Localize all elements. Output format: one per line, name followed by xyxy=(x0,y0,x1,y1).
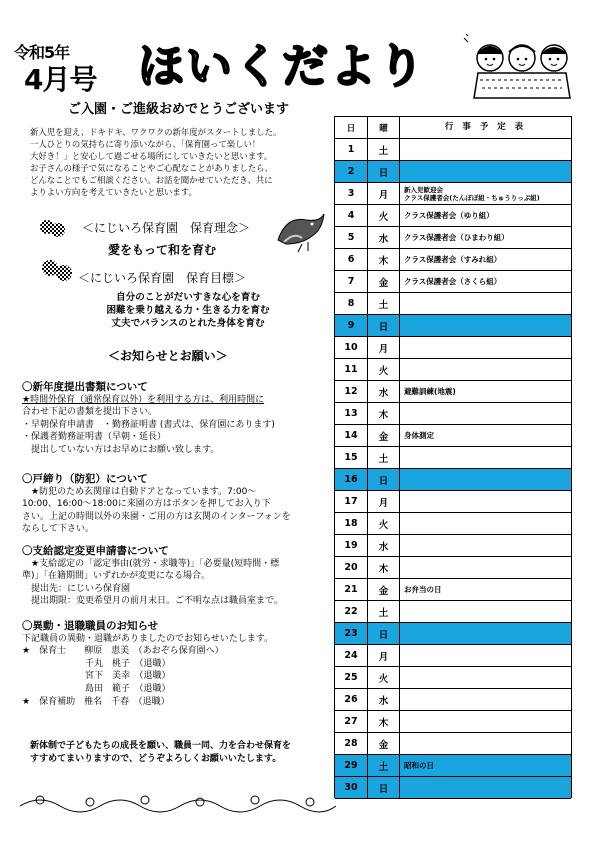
calendar-event: クラス保護者会（ゆり組） xyxy=(404,211,494,220)
calendar-event xyxy=(400,711,571,732)
calendar-day: 14 xyxy=(335,425,368,446)
calendar-row xyxy=(335,359,571,381)
header-event: 行 事 予 定 表 xyxy=(444,122,527,132)
calendar-weekday: 日 xyxy=(368,623,400,644)
section-line: ★ 保育士 柳原 恵美 （あおぞら保育園へ） xyxy=(22,646,224,657)
calendar-row xyxy=(335,601,571,623)
calendar-event xyxy=(400,469,571,490)
calendar-row xyxy=(335,667,571,689)
calendar-weekday: 月 xyxy=(368,645,400,666)
checkered-flower-icon xyxy=(38,218,68,240)
calendar-row xyxy=(335,337,571,359)
calendar-day: 2 xyxy=(335,161,368,182)
calendar-weekday: 火 xyxy=(368,205,400,226)
footer-decoration-icon xyxy=(20,788,336,814)
calendar-row xyxy=(335,579,571,601)
intro-paragraph xyxy=(30,126,330,198)
calendar-weekday: 木 xyxy=(368,557,400,578)
intro-line: よりよい方向を考えていきたいと思います。 xyxy=(30,187,197,197)
header-day: 日 xyxy=(335,117,368,138)
section-line: 合わせ下記の書類を提出下さい。 xyxy=(22,407,158,418)
calendar-weekday: 木 xyxy=(368,403,400,424)
event-calendar-table xyxy=(334,116,572,798)
calendar-day: 24 xyxy=(335,645,368,666)
calendar-event: クラス保護者会（すみれ組） xyxy=(404,255,502,264)
calendar-event: 避難訓練(地震) xyxy=(404,387,456,396)
section-line: ・保護者勤務証明書（早朝・延長） xyxy=(22,432,167,443)
bird-illustration-icon xyxy=(272,210,328,254)
calendar-day: 3 xyxy=(335,183,368,204)
calendar-day: 18 xyxy=(335,513,368,534)
section-security xyxy=(22,473,332,536)
calendar-day: 5 xyxy=(335,227,368,248)
section-line: ならして下さい。 xyxy=(22,524,95,535)
intro-line: 新入児を迎え、ドキドキ、ワクワクの新年度がスタートしました。 xyxy=(30,127,282,137)
section-title: 〇支給認定変更申請書について xyxy=(22,545,169,557)
section-line: 提出先：にじいろ保育園 xyxy=(22,583,131,594)
calendar-event xyxy=(400,623,571,644)
calendar-event xyxy=(400,293,571,314)
calendar-day: 22 xyxy=(335,601,368,622)
calendar-day: 28 xyxy=(335,733,368,754)
calendar-weekday: 土 xyxy=(368,755,400,776)
calendar-event: 新入児歓迎会 クラス保護者会(たんぽぽ組・ちゅうりっぷ組) xyxy=(404,185,540,202)
calendar-weekday: 火 xyxy=(368,359,400,380)
calendar-event xyxy=(400,447,571,468)
philosophy-heading: ＜にじいろ保育園 保育理念＞ xyxy=(82,221,251,235)
calendar-weekday: 金 xyxy=(368,579,400,600)
section-title: 〇異動・退職職員のお知らせ xyxy=(22,620,159,632)
issue-month: 4月号 xyxy=(24,63,97,96)
calendar-event xyxy=(400,491,571,512)
calendar-weekday: 土 xyxy=(368,293,400,314)
calendar-row xyxy=(335,447,571,469)
calendar-day: 15 xyxy=(335,447,368,468)
goal-item: 丈夫でバランスのとれた身体を育む xyxy=(111,318,265,329)
section-line: 島田 範子 （退職） xyxy=(22,683,171,694)
calendar-weekday: 火 xyxy=(368,667,400,688)
calendar-row xyxy=(335,513,571,535)
calendar-weekday: 月 xyxy=(368,491,400,512)
calendar-event xyxy=(400,667,571,688)
calendar-day: 7 xyxy=(335,271,368,292)
section-line: 千丸 桃子 （退職） xyxy=(22,658,171,669)
calendar-event xyxy=(400,601,571,622)
calendar-weekday: 金 xyxy=(368,271,400,292)
calendar-weekday: 月 xyxy=(368,183,400,204)
section-documents xyxy=(22,381,332,457)
calendar-row xyxy=(335,139,571,161)
calendar-weekday: 月 xyxy=(368,337,400,358)
closing-line: 新体制で子どもたちの成長を願い、職員一同、力を合わせ保育を xyxy=(30,741,292,751)
notice-heading: ＜お知らせとお願い＞ xyxy=(108,349,228,363)
goal-item: 自分のことがだいすきな心を育む xyxy=(116,292,260,303)
section-staff-changes xyxy=(22,620,332,708)
calendar-weekday: 金 xyxy=(368,425,400,446)
calendar-day: 4 xyxy=(335,205,368,226)
closing-line: すすめてまいりますので、どうぞよろしくお願いいたします。 xyxy=(30,754,282,764)
calendar-row xyxy=(335,161,571,183)
calendar-day: 29 xyxy=(335,755,368,776)
calendar-event xyxy=(400,689,571,710)
calendar-row xyxy=(335,557,571,579)
calendar-day: 10 xyxy=(335,337,368,358)
calendar-row xyxy=(335,689,571,711)
calendar-event xyxy=(400,645,571,666)
calendar-event xyxy=(400,535,571,556)
calendar-event xyxy=(400,403,571,424)
calendar-day: 1 xyxy=(335,139,368,160)
calendar-day: 30 xyxy=(335,777,368,798)
calendar-event: 昭和の日 xyxy=(404,761,434,770)
calendar-weekday: 日 xyxy=(368,161,400,182)
goals-heading: ＜にじいろ保育園 保育目標＞ xyxy=(78,271,247,285)
calendar-event xyxy=(400,557,571,578)
calendar-day: 25 xyxy=(335,667,368,688)
calendar-row xyxy=(335,425,571,447)
calendar-weekday: 水 xyxy=(368,227,400,248)
calendar-weekday: 土 xyxy=(368,447,400,468)
calendar-row xyxy=(335,381,571,403)
greeting-heading: ご入園・ご進級おめでとうございます xyxy=(68,102,290,117)
calendar-day: 21 xyxy=(335,579,368,600)
calendar-weekday: 木 xyxy=(368,711,400,732)
calendar-day: 19 xyxy=(335,535,368,556)
calendar-row xyxy=(335,535,571,557)
section-line: ★防犯のため玄関扉は自動ドアとなっています。7:00～ xyxy=(22,486,257,497)
calendar-day: 27 xyxy=(335,711,368,732)
header-weekday: 曜 xyxy=(368,117,400,138)
calendar-day: 11 xyxy=(335,359,368,380)
calendar-row xyxy=(335,491,571,513)
intro-line: 大好き！」と安心して過ごせる場所にしていきたいと思います。 xyxy=(30,151,273,161)
calendar-event xyxy=(400,139,571,160)
section-line: ・早朝保育申請書 ・勤務証明書 (書式は、保育園にあります) xyxy=(22,419,275,430)
section-line: 準)」「在籍期間」いずれかが変更になる場合。 xyxy=(22,571,211,582)
calendar-weekday: 土 xyxy=(368,601,400,622)
calendar-event: クラス保護者会（さくら組） xyxy=(404,277,502,286)
section-line: さい。上記の時間以外の来園・ご用の方は玄関のインターフォンを xyxy=(22,511,291,522)
calendar-event xyxy=(400,513,571,534)
section-line: 下記職員の異動・退職がありましたのでお知らせいたします。 xyxy=(22,633,274,644)
calendar-row xyxy=(335,711,571,733)
calendar-row xyxy=(335,645,571,667)
calendar-day: 6 xyxy=(335,249,368,270)
calendar-day: 9 xyxy=(335,315,368,336)
calendar-row xyxy=(335,755,571,777)
calendar-weekday: 土 xyxy=(368,139,400,160)
section-line: 提出していない方はお早めにお願い致します。 xyxy=(22,444,220,455)
calendar-day: 23 xyxy=(335,623,368,644)
calendar-row xyxy=(335,777,571,799)
calendar-weekday: 日 xyxy=(368,777,400,798)
section-line: ★ 保育補助 椎名 千春 （退職） xyxy=(22,696,170,707)
calendar-row xyxy=(335,623,571,645)
calendar-day: 8 xyxy=(335,293,368,314)
calendar-day: 16 xyxy=(335,469,368,490)
section-line: ★時間外保育（通常保育以外）を利用する方は、利用時間に xyxy=(22,394,265,405)
calendar-row xyxy=(335,271,571,293)
intro-line: お子さんの様子で気になることやご心配なことがありましたら、 xyxy=(30,163,273,173)
calendar-day: 20 xyxy=(335,557,368,578)
issue-era: 令和5年 xyxy=(14,43,70,62)
calendar-weekday: 火 xyxy=(368,513,400,534)
calendar-event xyxy=(400,777,571,798)
calendar-event xyxy=(400,359,571,380)
section-title: 〇新年度提出書類について xyxy=(22,381,148,393)
calendar-day: 26 xyxy=(335,689,368,710)
calendar-row xyxy=(335,183,571,205)
section-line: 提出期限：変更希望月の前月末日。ご不明な点は職員室まで。 xyxy=(22,596,283,607)
calendar-header-row xyxy=(335,117,571,139)
calendar-row xyxy=(335,469,571,491)
calendar-day: 17 xyxy=(335,491,368,512)
goal-item: 困難を乗り越える力・生きる力を育む xyxy=(106,305,270,316)
newsletter-title: ほいくだより xyxy=(138,39,426,93)
calendar-event xyxy=(400,161,571,182)
calendar-event: 身体測定 xyxy=(404,431,434,440)
checkered-flower-icon xyxy=(40,258,74,284)
calendar-row xyxy=(335,205,571,227)
intro-line: どんなことでもご相談ください。お話を聞かせていただき、共に xyxy=(30,175,273,185)
calendar-event xyxy=(400,315,571,336)
calendar-event: クラス保護者会（ひまわり組） xyxy=(404,233,509,242)
section-title: 〇戸締り（防犯）について xyxy=(22,473,148,485)
section-line: ★支給認定の「認定事由(就労・求職等)」「必要量(短時間・標 xyxy=(22,558,280,569)
calendar-day: 12 xyxy=(335,381,368,402)
children-illustration-icon xyxy=(460,28,580,108)
calendar-weekday: 日 xyxy=(368,469,400,490)
intro-line: 一人ひとりの気持ちに寄り添いながら、「保育園って楽しい！ xyxy=(30,139,261,149)
closing-paragraph xyxy=(30,740,330,766)
calendar-weekday: 金 xyxy=(368,733,400,754)
calendar-row xyxy=(335,733,571,755)
calendar-weekday: 水 xyxy=(368,535,400,556)
calendar-row xyxy=(335,293,571,315)
section-certification xyxy=(22,545,332,608)
calendar-event xyxy=(400,337,571,358)
calendar-event: お弁当の日 xyxy=(404,585,442,594)
calendar-event xyxy=(400,733,571,754)
calendar-row xyxy=(335,403,571,425)
calendar-weekday: 水 xyxy=(368,689,400,710)
calendar-row xyxy=(335,249,571,271)
section-line: 10:00、16:00～18:00に来園の方はボタンを押してお入り下 xyxy=(22,499,271,510)
calendar-row xyxy=(335,315,571,337)
goals-list xyxy=(78,291,298,330)
calendar-weekday: 日 xyxy=(368,315,400,336)
calendar-weekday: 木 xyxy=(368,249,400,270)
calendar-weekday: 水 xyxy=(368,381,400,402)
section-line: 宮下 美幸 （退職） xyxy=(22,671,171,682)
calendar-day: 13 xyxy=(335,403,368,424)
calendar-row xyxy=(335,227,571,249)
philosophy-text: 愛をもって和を育む xyxy=(108,243,217,257)
